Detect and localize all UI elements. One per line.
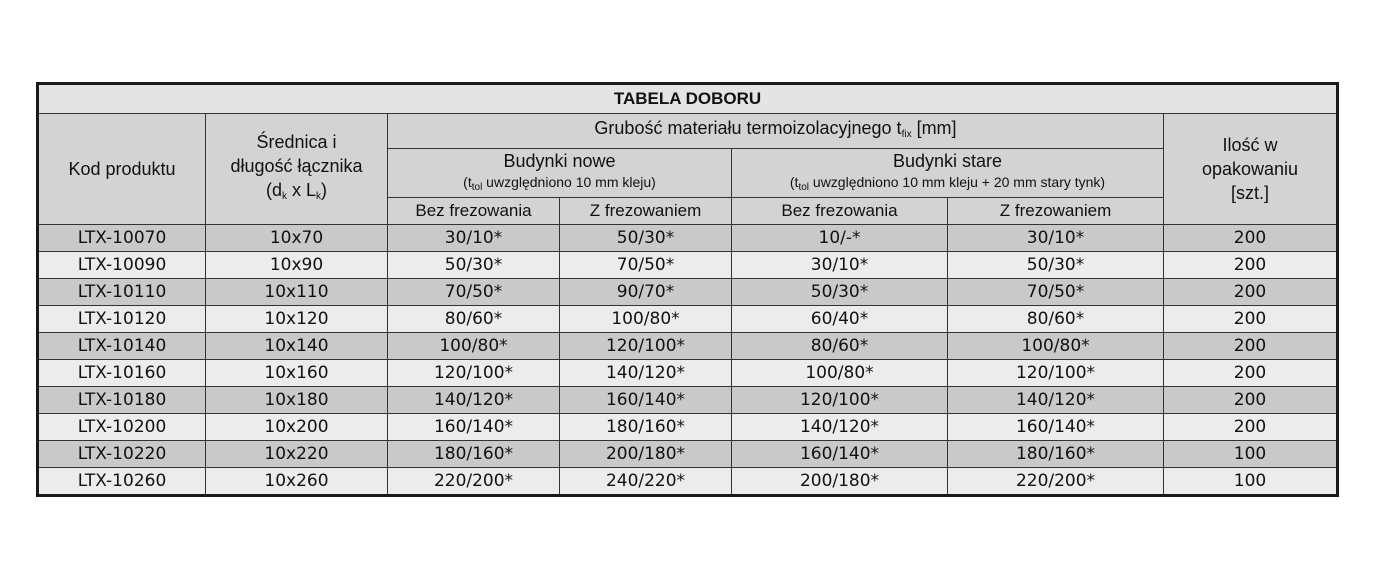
header-new-without-milling: Bez frezowania: [388, 198, 560, 225]
cell-new-with-milling: 180/160*: [560, 414, 732, 441]
cell-size: 10x180: [206, 387, 388, 414]
header-new-buildings-label: Budynki nowe: [503, 151, 616, 171]
cell-product-code: LTX-10260: [38, 468, 206, 496]
selection-table: [36, 82, 1339, 497]
cell-new-without-milling: 100/80*: [388, 333, 560, 360]
header-qty-line3: [szt.]: [1231, 183, 1270, 203]
cell-product-code: LTX-10160: [38, 360, 206, 387]
cell-new-without-milling: 160/140*: [388, 414, 560, 441]
header-old-buildings-label: Budynki stare: [892, 151, 1003, 171]
cell-old-with-milling: 140/120*: [948, 387, 1164, 414]
table-row: [38, 279, 1338, 306]
header-diameter-line2: długość łącznika: [230, 155, 363, 176]
table-row: [38, 468, 1338, 496]
cell-new-with-milling: 120/100*: [560, 333, 732, 360]
cell-quantity: 200: [1164, 414, 1338, 441]
cell-old-with-milling: 70/50*: [948, 279, 1164, 306]
cell-size: 10x260: [206, 468, 388, 496]
cell-old-without-milling: 50/30*: [732, 279, 948, 306]
cell-new-without-milling: 140/120*: [388, 387, 560, 414]
cell-quantity: 200: [1164, 333, 1338, 360]
cell-old-without-milling: 120/100*: [732, 387, 948, 414]
cell-size: 10x90: [206, 252, 388, 279]
cell-new-without-milling: 80/60*: [388, 306, 560, 333]
cell-product-code: LTX-10110: [38, 279, 206, 306]
cell-new-with-milling: 100/80*: [560, 306, 732, 333]
table-row: [38, 441, 1338, 468]
cell-new-with-milling: 240/220*: [560, 468, 732, 496]
table-row: [38, 252, 1338, 279]
cell-old-without-milling: 140/120*: [732, 414, 948, 441]
cell-quantity: 200: [1164, 279, 1338, 306]
cell-old-without-milling: 30/10*: [732, 252, 948, 279]
header-new-with-milling: Z frezowaniem: [560, 198, 732, 225]
cell-old-with-milling: 100/80*: [948, 333, 1164, 360]
cell-product-code: LTX-10200: [38, 414, 206, 441]
cell-new-with-milling: 140/120*: [560, 360, 732, 387]
cell-old-with-milling: 160/140*: [948, 414, 1164, 441]
cell-new-with-milling: 70/50*: [560, 252, 732, 279]
cell-new-without-milling: 70/50*: [388, 279, 560, 306]
cell-quantity: 200: [1164, 306, 1338, 333]
cell-new-without-milling: 120/100*: [388, 360, 560, 387]
cell-quantity: 200: [1164, 252, 1338, 279]
header-old-buildings-note: ($t_{tol}$ uwzględniono 10 mm kleju + 20 mm stary tynk): [789, 174, 1106, 193]
cell-old-with-milling: 80/60*: [948, 306, 1164, 333]
cell-product-code: LTX-10120: [38, 306, 206, 333]
header-diameter-line1: Średnica i: [256, 131, 337, 152]
cell-size: 10x200: [206, 414, 388, 441]
table-body: [38, 225, 1338, 496]
cell-old-with-milling: 50/30*: [948, 252, 1164, 279]
cell-old-without-milling: 100/80*: [732, 360, 948, 387]
cell-old-without-milling: 10/-*: [732, 225, 948, 252]
cell-size: 10x70: [206, 225, 388, 252]
header-package-quantity: [1164, 114, 1338, 225]
cell-quantity: 200: [1164, 225, 1338, 252]
header-diameter-length: [206, 114, 388, 225]
cell-quantity: 200: [1164, 360, 1338, 387]
cell-new-with-milling: 50/30*: [560, 225, 732, 252]
header-insulation-thickness: Grubość materiału termoizolacyjnego $t_{fix}$ [mm]: [388, 114, 1164, 149]
header-new-buildings: [388, 149, 732, 198]
cell-old-with-milling: 120/100*: [948, 360, 1164, 387]
cell-size: 10x220: [206, 441, 388, 468]
header-old-with-milling: Z frezowaniem: [948, 198, 1164, 225]
cell-product-code: LTX-10070: [38, 225, 206, 252]
cell-new-with-milling: 90/70*: [560, 279, 732, 306]
cell-size: 10x120: [206, 306, 388, 333]
cell-new-with-milling: 160/140*: [560, 387, 732, 414]
cell-product-code: LTX-10180: [38, 387, 206, 414]
cell-size: 10x110: [206, 279, 388, 306]
header-qty-line2: opakowaniu: [1201, 159, 1299, 179]
cell-new-without-milling: 50/30*: [388, 252, 560, 279]
cell-old-with-milling: 180/160*: [948, 441, 1164, 468]
header-product-code-label: Kod produktu: [68, 159, 176, 179]
table-row: [38, 225, 1338, 252]
cell-new-without-milling: 30/10*: [388, 225, 560, 252]
cell-old-without-milling: 160/140*: [732, 441, 948, 468]
table-title: TABELA DOBORU: [38, 84, 1338, 114]
cell-size: 10x160: [206, 360, 388, 387]
cell-product-code: LTX-10220: [38, 441, 206, 468]
cell-old-with-milling: 30/10*: [948, 225, 1164, 252]
header-old-without-milling: Bez frezowania: [732, 198, 948, 225]
table-row: [38, 360, 1338, 387]
cell-old-with-milling: 220/200*: [948, 468, 1164, 496]
cell-product-code: LTX-10140: [38, 333, 206, 360]
table-row: [38, 387, 1338, 414]
cell-quantity: 200: [1164, 387, 1338, 414]
header-qty-line1: Ilość w: [1222, 135, 1278, 155]
table-row: [38, 414, 1338, 441]
header-new-buildings-note: ($t_{tol}$ uwzględniono 10 mm kleju): [463, 174, 656, 193]
cell-product-code: LTX-10090: [38, 252, 206, 279]
cell-new-without-milling: 220/200*: [388, 468, 560, 496]
cell-new-with-milling: 200/180*: [560, 441, 732, 468]
cell-new-without-milling: 180/160*: [388, 441, 560, 468]
header-product-code: [38, 114, 206, 225]
cell-old-without-milling: 200/180*: [732, 468, 948, 496]
cell-old-without-milling: 60/40*: [732, 306, 948, 333]
cell-old-without-milling: 80/60*: [732, 333, 948, 360]
table-row: [38, 333, 1338, 360]
table-row: [38, 306, 1338, 333]
cell-quantity: 100: [1164, 441, 1338, 468]
cell-quantity: 100: [1164, 468, 1338, 496]
header-diameter-formula: ($d_k$ x $L_k$): [265, 179, 328, 202]
header-old-buildings: [732, 149, 1164, 198]
cell-size: 10x140: [206, 333, 388, 360]
